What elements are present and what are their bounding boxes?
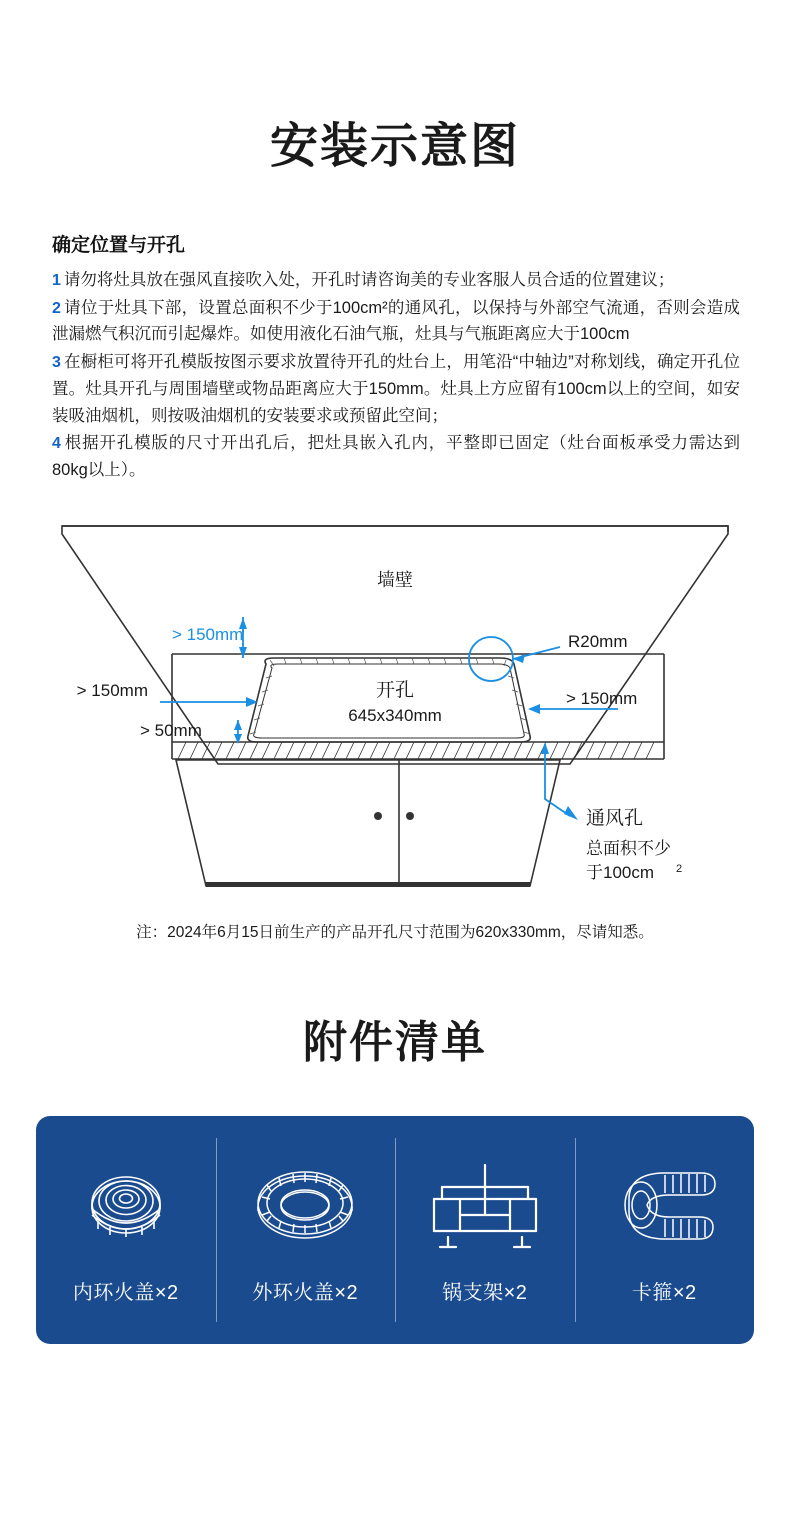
dimension-left-label: > 150mm	[76, 681, 148, 701]
vent-note-line2: 于100cm	[586, 863, 655, 883]
wall-label: 墙壁	[377, 570, 413, 591]
hose-clamp-icon	[605, 1156, 723, 1260]
instruction-step	[52, 430, 740, 484]
step-text: 在橱柜可将开孔模版按图示要求放置待开孔的灶台上，用笔沿“中轴边”对称划线，确定开孔位置。灶具开孔与周围墙壁或物品距离应大于150mm。灶具上方应留有100cm以上的空间，如安装吸油烟机，则按吸油烟机的安装要求或预留此空间；	[52, 353, 740, 425]
inner-burner-cap-icon	[74, 1156, 178, 1260]
vent-arrow	[564, 806, 578, 820]
accessory-item-pan-support	[395, 1116, 575, 1344]
cabinet-base	[206, 882, 530, 887]
instruction-step	[52, 349, 740, 429]
instruction-step	[52, 267, 740, 294]
accessory-title: 附件清单	[303, 1018, 487, 1068]
step-number: 1	[52, 271, 61, 289]
dimension-right-label: > 150mm	[566, 689, 638, 709]
step-number: 3	[52, 354, 61, 372]
diagram-svg	[0, 514, 790, 914]
accessory-label: 锅支架×2	[442, 1281, 528, 1304]
dimension-top-arrow-down	[239, 647, 247, 658]
page-title: 安装示意图	[269, 120, 520, 173]
dimension-top-label: > 150mm	[172, 625, 244, 645]
step-text: 请位于灶具下部，设置总面积不少于100cm²的通风孔，以保持与外部空气流通，否则会造成泄漏燃气积沉而引起爆炸。如使用液化石油气瓶，灶具与气瓶距离应大于100cm	[52, 298, 740, 344]
vent-arrow-up	[541, 742, 549, 754]
accessory-label: 外环火盖×2	[252, 1281, 359, 1304]
cabinet-handles	[374, 812, 414, 820]
step-number: 2	[52, 299, 61, 317]
instructions-section	[52, 230, 740, 485]
vent-note-line1: 总面积不少	[586, 839, 671, 859]
accessory-label: 卡箍×2	[631, 1281, 697, 1304]
step-text: 请勿将灶具放在强风直接吹入处，开孔时请咨询美的专业客服人员合适的位置建议；	[63, 270, 675, 289]
cabinet-body	[176, 760, 560, 886]
radius-arrow	[513, 654, 525, 663]
installation-diagram	[0, 514, 790, 942]
section-heading: 确定位置与开孔	[52, 234, 186, 256]
dimension-right-arrow	[528, 704, 540, 714]
vent-note-superscript: 2	[676, 863, 683, 876]
accessory-item-hose-clamp	[575, 1116, 755, 1344]
radius-label: R20mm	[568, 632, 628, 652]
outer-burner-cap-icon	[245, 1156, 365, 1260]
instruction-step	[52, 295, 740, 349]
step-text: 根据开孔模版的尺寸开出孔后，把灶具嵌入孔内，平整即已固定（灶台面板承受力需达到80kg以上）。	[52, 434, 740, 480]
accessory-label: 内环火盖×2	[72, 1281, 179, 1304]
dimension-bottom-arrow-up	[234, 720, 242, 730]
diagram-note: 注：2024年6月15日前生产的产品开孔尺寸范围为620x330mm，尽请知悉。	[136, 924, 654, 942]
accessory-panel	[36, 1116, 754, 1344]
dimension-bottom-label: > 50mm	[140, 721, 202, 741]
step-number: 4	[52, 435, 61, 453]
vent-label: 通风孔	[586, 808, 644, 830]
pan-support-icon	[420, 1156, 550, 1260]
accessory-item-outer-burner-cap	[216, 1116, 396, 1344]
accessory-item-inner-burner-cap	[36, 1116, 216, 1344]
cutout-size-label: 645x340mm	[348, 706, 442, 726]
cutout-label: 开孔	[375, 680, 415, 702]
